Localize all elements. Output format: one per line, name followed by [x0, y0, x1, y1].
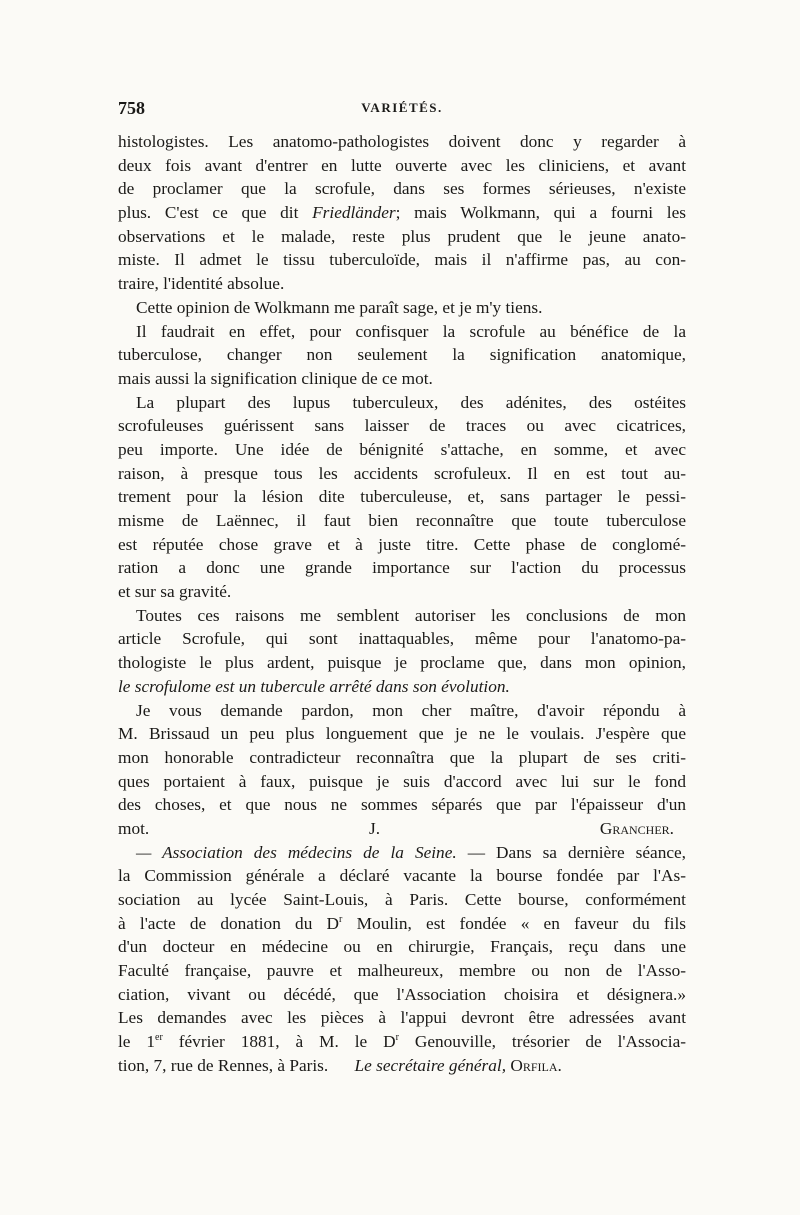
text-line: Les demandes avec les pièces à l'appui devront être adressées avant [118, 1008, 686, 1028]
text-line: des choses, et que nous ne sommes séparés que par l'épaisseur d'un [118, 795, 686, 815]
text-line [118, 1030, 686, 1054]
page-header [118, 98, 686, 124]
text-line: le scrofulome est un tubercule arrêté dans son évolution. [118, 676, 510, 696]
text-span: à l'acte de donation du D [118, 913, 340, 933]
running-title: VARIÉTÉS. [361, 100, 443, 115]
text-line [118, 1054, 686, 1078]
text-span: Genouville, trésorier de l'Associa- [398, 1032, 686, 1052]
text-line: de proclamer que la scrofule, dans ses formes sérieuses, n'existe [118, 179, 686, 199]
text-span: Moulin, est fondée « en faveur du fils [342, 913, 687, 933]
text-line: Toutes ces raisons me semblent autoriser les conclusions de mon [136, 605, 686, 625]
signature: Orfila. [510, 1055, 562, 1075]
superscript: r [395, 1032, 399, 1044]
text-line: scrofuleuses guérissent sans laisser de traces ou avec cicatrices, [118, 416, 686, 436]
superscript: er [155, 1032, 163, 1044]
text-span: le 1 [118, 1032, 156, 1052]
text-line: traire, l'identité absolue. [118, 274, 285, 294]
text-line: d'un docteur en médecine ou en chirurgie, Français, reçu dans une [118, 937, 686, 957]
superscript: r [339, 913, 343, 925]
page-body [118, 130, 686, 1078]
text-line: mon honorable contradicteur reconnaîtra que la plupart de ses criti- [118, 747, 686, 767]
text-line: raison, à presque tous les accidents scrofuleux. Il en est tout au- [118, 463, 686, 483]
text-line: Je vous demande pardon, mon cher maître, d'avoir répondu à [136, 700, 686, 720]
text-line: article Scrofule, qui sont inattaquables, même pour l'anatomo-pa- [118, 629, 686, 649]
text-line: Cette opinion de Wolkmann me paraît sage, et je m'y tiens. [136, 297, 543, 317]
text-line: tuberculose, changer non seulement la signification anatomique, [118, 345, 686, 365]
text-line: sociation au lycée Saint-Louis, à Paris. Cette bourse, conformément [118, 890, 686, 909]
text-line: Il faudrait en effet, pour confisquer la scrofule au bénéfice de la [136, 321, 686, 341]
text-span: plus. C'est ce que dit [118, 203, 313, 223]
text-line [118, 201, 686, 225]
text-line: ques portaient à faux, puisque je suis d'accord avec lui sur le fond [118, 771, 686, 791]
text-line: miste. Il admet le tissu tuberculoïde, mais il n'affirme pas, au con- [118, 250, 686, 270]
text-line: trement pour la lésion dite tuberculeuse, et, sans partager le pessi- [118, 487, 686, 507]
text-line: thologiste le plus ardent, puisque je proclame que, dans mon opinion, [118, 653, 686, 673]
text-line [118, 841, 686, 865]
text-line: la Commission générale a déclaré vacante la bourse fondée par l'As- [118, 866, 686, 886]
text-line: misme de Laënnec, il faut bien reconnaître que toute tuberculose [118, 511, 686, 530]
text-line [118, 912, 686, 936]
page-number: 758 [118, 98, 145, 118]
italic-name: Friedländer [312, 203, 396, 223]
text-line: et sur sa gravité. [118, 582, 232, 602]
text-span: ; mais Wolkmann, qui a fourni les [395, 203, 686, 223]
text-line: ration a donc une grande importance sur l'action du processus [118, 558, 686, 578]
text-line: Faculté française, pauvre et malheureux, membre ou non de l'Asso- [118, 961, 686, 981]
section-title: — Association des médecins de la Seine. [136, 842, 457, 862]
text-line: observations et le malade, reste plus prudent que le jeune anato- [118, 226, 686, 246]
text-line: est réputée chose grave et à juste titre. Cette phase de conglomé- [118, 534, 686, 554]
text-span: tion, 7, rue de Rennes, à Paris. [118, 1055, 329, 1075]
text-span: mot. [118, 818, 150, 838]
text-line: mais aussi la signification clinique de ce mot. [118, 368, 433, 388]
text-line: histologistes. Les anatomo-pathologistes doivent donc y regarder à [118, 132, 686, 151]
text-span: février 1881, à M. le D [162, 1032, 396, 1052]
signature: J. Grancher. [369, 818, 674, 838]
text-span: — Dans sa dernière séance, [456, 842, 687, 862]
text-line: peu importe. Une idée de bénignité s'attache, en somme, et avec [118, 439, 686, 459]
text-line: M. Brissaud un peu plus longuement que je ne le voulais. J'espère que [118, 724, 686, 744]
signature-label: Le secrétaire général, [354, 1055, 507, 1075]
text-line [118, 817, 686, 841]
text-line: ciation, vivant ou décédé, que l'Association choisira et désignera.» [118, 984, 686, 1004]
text-line: deux fois avant d'entrer en lutte ouverte avec les cliniciens, et avant [118, 155, 686, 175]
text-line: La plupart des lupus tuberculeux, des adénites, des ostéites [136, 392, 686, 412]
